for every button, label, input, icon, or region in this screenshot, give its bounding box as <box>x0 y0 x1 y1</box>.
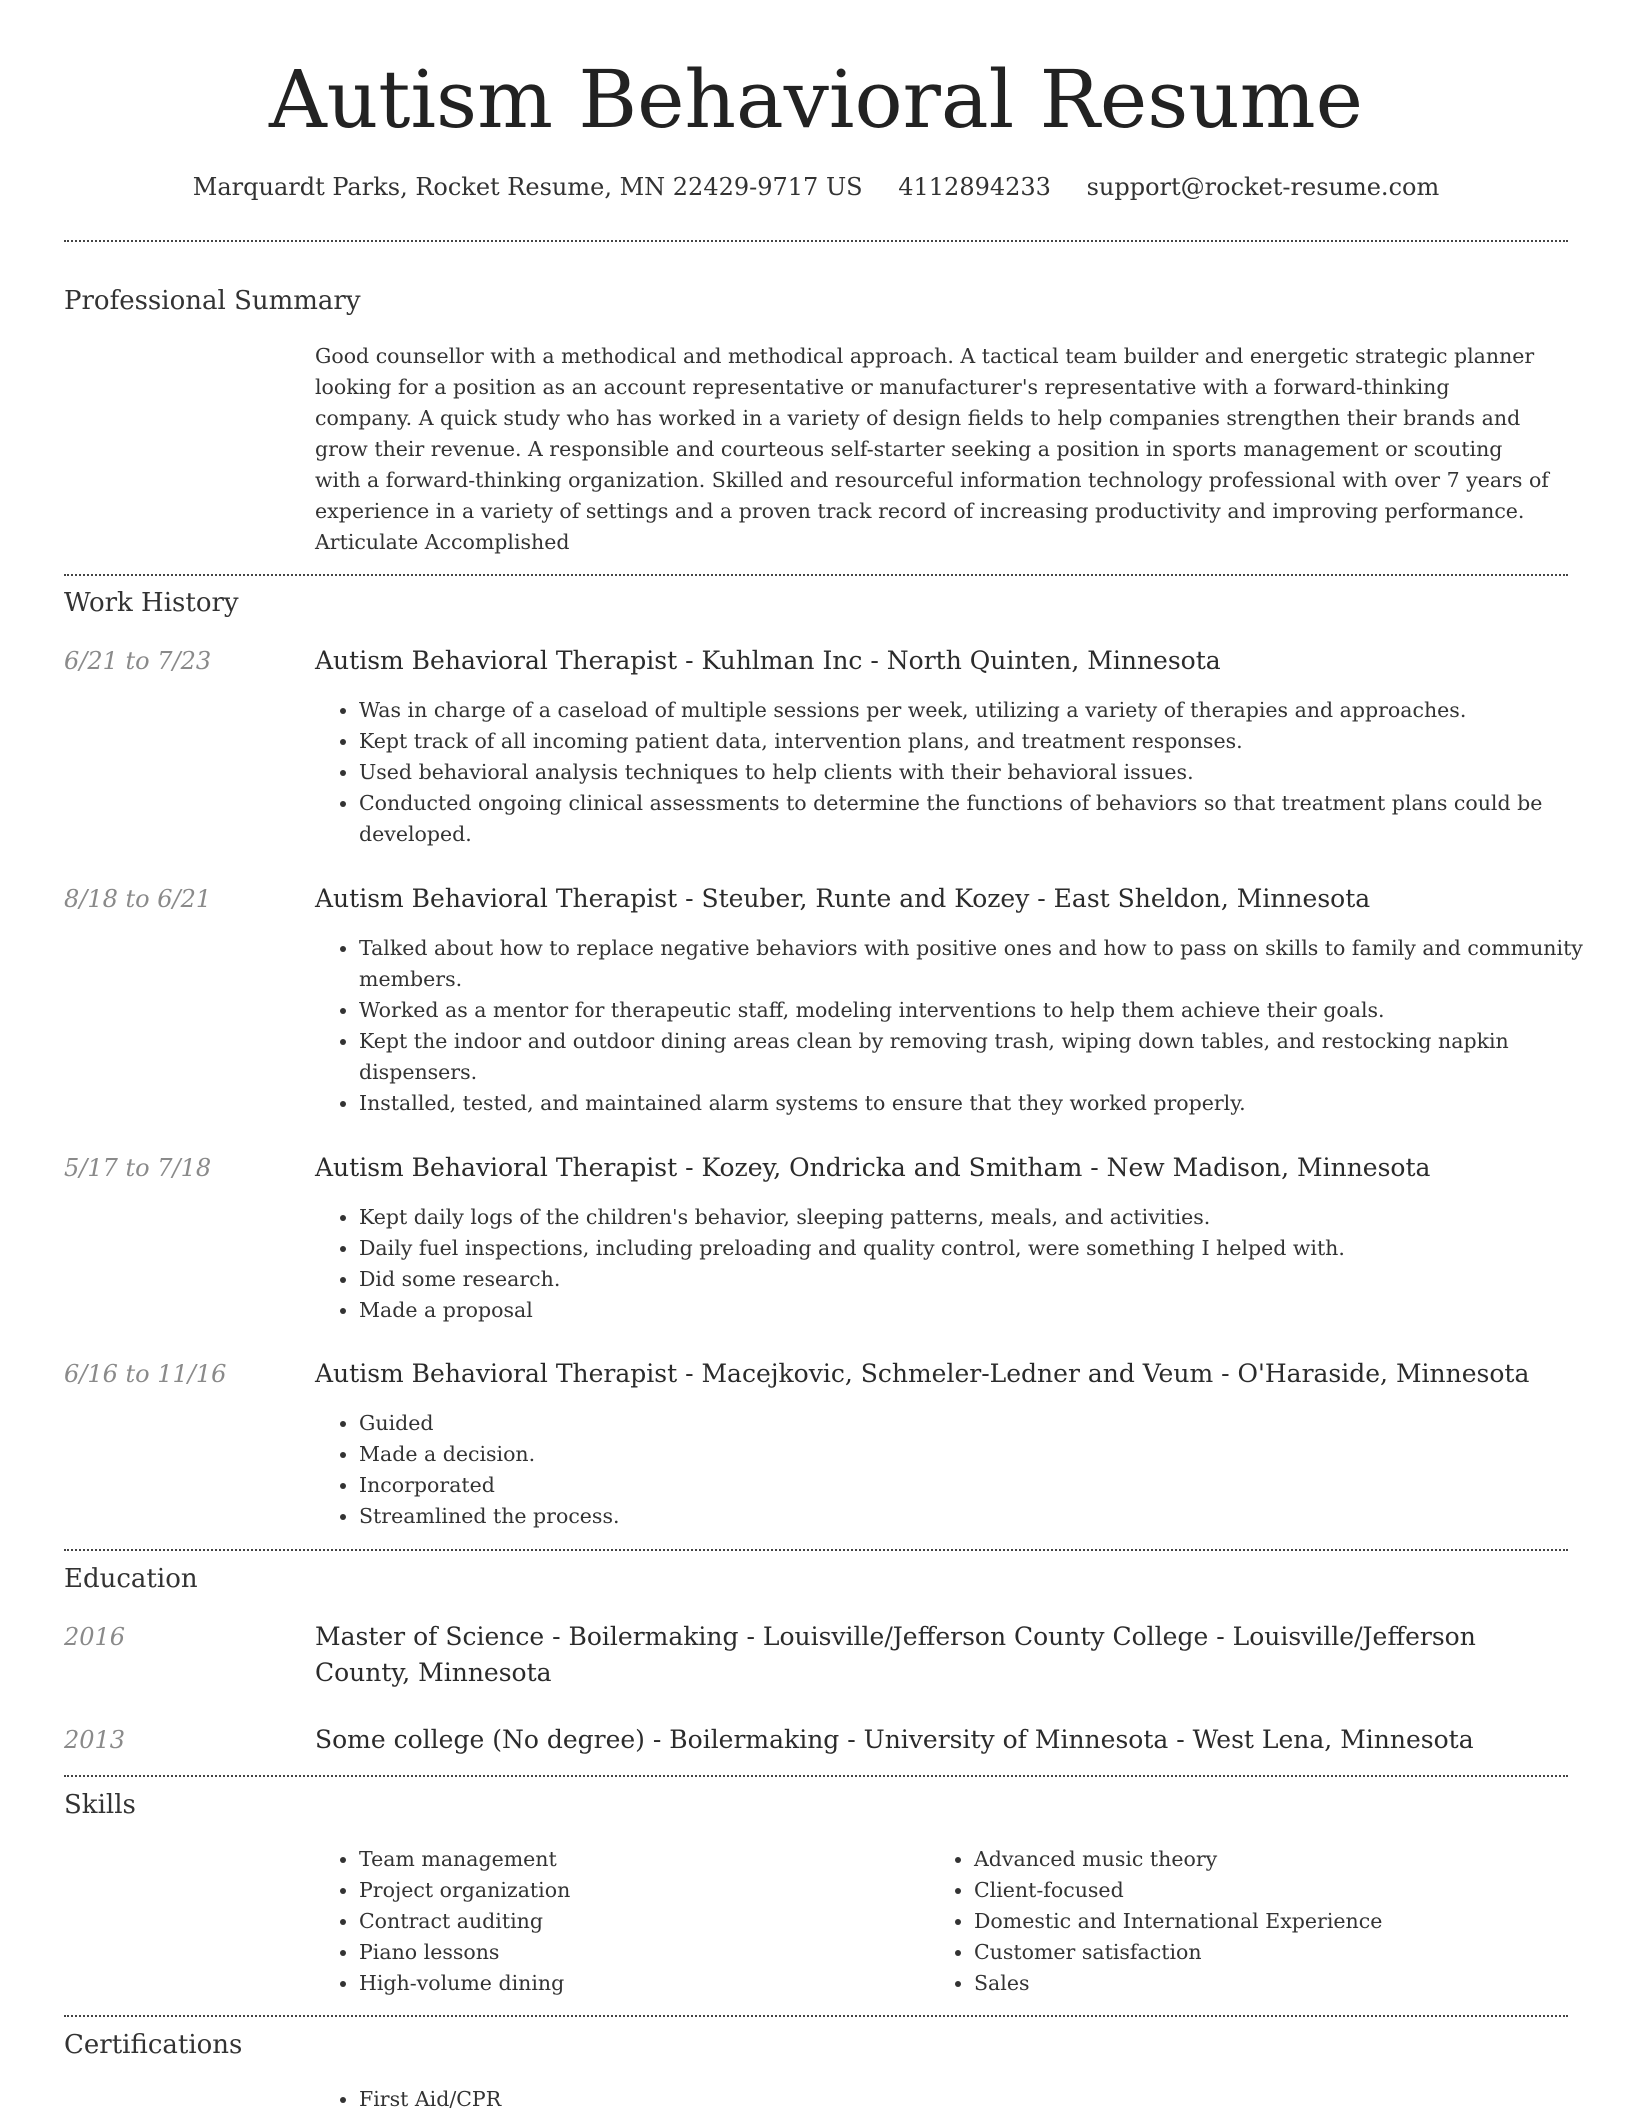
list-item: • Talked about how to replace negative behaviors with positive ones and how to pass on skills to family and community members. <box>359 933 1604 995</box>
section-title-education: Education <box>64 1564 198 1594</box>
list-item: • Streamlined the process. <box>359 1501 1604 1532</box>
summary-text: Good counsellor with a methodical and methodical approach. A tactical team builder and energetic strategic planner looking for a position as an account representative or manufacturer's representative with a forward-thinking company. A quick study who has worked in a variety of design fields to help companies strengthen their brands and grow their revenue. A responsible and courteous self-starter seeking a position in sports management or scouting with a forward-thinking organization. Skilled and resourceful information technology professional with over 7 years of experience in a variety of settings and a proven track record of increasing productivity and improving performance. Articulate Accomplished <box>315 344 1549 554</box>
divider <box>64 574 1568 576</box>
list-item: • Installed, tested, and maintained alarm systems to ensure that they worked properly. <box>359 1088 1604 1119</box>
certifications-list <box>315 2084 1604 2115</box>
list-item: • Was in charge of a caseload of multiple sessions per week, utilizing a variety of therapies and approaches. <box>359 695 1604 726</box>
job-dates: 6/16 to 11/16 <box>64 1360 227 1388</box>
skill-item: • Project organization <box>359 1875 1604 1906</box>
list-item: • Daily fuel inspections, including preloading and quality control, were something I helped with. <box>359 1233 1604 1264</box>
job-bullets <box>315 1408 1604 1532</box>
list-item: • Kept the indoor and outdoor dining areas clean by removing trash, wiping down tables, and restocking napkin dispensers. <box>359 1026 1604 1088</box>
list-item: • Guided <box>359 1408 1604 1439</box>
skill-item: • Piano lessons <box>359 1937 1604 1968</box>
job-bullets <box>315 695 1604 850</box>
list-item: • Kept track of all incoming patient data, intervention plans, and treatment responses. <box>359 726 1604 757</box>
job-heading: Autism Behavioral Therapist - Kuhlman Inc - North Quinten, Minnesota <box>315 646 1221 675</box>
education-year: 2013 <box>64 1726 126 1754</box>
divider <box>64 240 1568 242</box>
contact-phone: 4112894233 <box>898 173 1051 201</box>
job-bullets <box>315 1202 1604 1326</box>
section-title-skills: Skills <box>64 1790 136 1820</box>
section-title-summary: Professional Summary <box>64 286 361 316</box>
job-dates: 6/21 to 7/23 <box>64 647 212 675</box>
skills-list-right <box>930 1844 1632 1999</box>
education-heading: Master of Science - Boilermaking - Louisville/Jefferson County College - Louisville/Jefferson County, Minnesota <box>315 1622 1476 1687</box>
section-title-certifications: Certifications <box>64 2030 243 2060</box>
skill-item: • High-volume dining <box>359 1968 1604 1999</box>
divider <box>64 2015 1568 2017</box>
list-item: • Worked as a mentor for therapeutic staff, modeling interventions to help them achieve their goals. <box>359 995 1604 1026</box>
education-heading: Some college (No degree) - Boilermaking - University of Minnesota - West Lena, Minnesota <box>315 1725 1474 1754</box>
section-title-work-history: Work History <box>64 588 239 618</box>
list-item: • Used behavioral analysis techniques to help clients with their behavioral issues. <box>359 757 1604 788</box>
job-heading: Autism Behavioral Therapist - Macejkovic, Schmeler-Ledner and Veum - O'Haraside, Minnesota <box>315 1359 1530 1388</box>
certification-item: • First Aid/CPR <box>359 2084 1604 2115</box>
skill-item: • Team management <box>359 1844 1604 1875</box>
job-dates: 8/18 to 6/21 <box>64 885 212 913</box>
job-dates: 5/17 to 7/18 <box>64 1154 212 1182</box>
skill-item: • Sales <box>974 1968 1632 1999</box>
list-item: • Conducted ongoing clinical assessments to determine the functions of behaviors so that treatment plans could be developed. <box>359 788 1604 850</box>
job-bullets <box>315 933 1604 1119</box>
skill-item: • Customer satisfaction <box>974 1937 1632 1968</box>
job-heading: Autism Behavioral Therapist - Kozey, Ondricka and Smitham - New Madison, Minnesota <box>315 1153 1431 1182</box>
contact-address: Marquardt Parks, Rocket Resume, MN 22429-9717 US <box>192 173 863 201</box>
list-item: • Made a proposal <box>359 1295 1604 1326</box>
skill-item: • Advanced music theory <box>974 1844 1632 1875</box>
job-heading: Autism Behavioral Therapist - Steuber, Runte and Kozey - East Sheldon, Minnesota <box>315 884 1371 913</box>
education-year: 2016 <box>64 1623 126 1651</box>
skill-item: • Client-focused <box>974 1875 1632 1906</box>
contact-email: support@rocket-resume.com <box>1086 173 1440 201</box>
skill-item: • Domestic and International Experience <box>974 1906 1632 1937</box>
resume-title: Autism Behavioral Resume <box>269 53 1363 146</box>
skill-item: • Contract auditing <box>359 1906 1604 1937</box>
list-item: • Made a decision. <box>359 1439 1604 1470</box>
divider <box>64 1549 1568 1551</box>
contact-line <box>0 170 1632 204</box>
list-item: • Did some research. <box>359 1264 1604 1295</box>
list-item: • Incorporated <box>359 1470 1604 1501</box>
list-item: • Kept daily logs of the children's behavior, sleeping patterns, meals, and activities. <box>359 1202 1604 1233</box>
divider <box>64 1775 1568 1777</box>
